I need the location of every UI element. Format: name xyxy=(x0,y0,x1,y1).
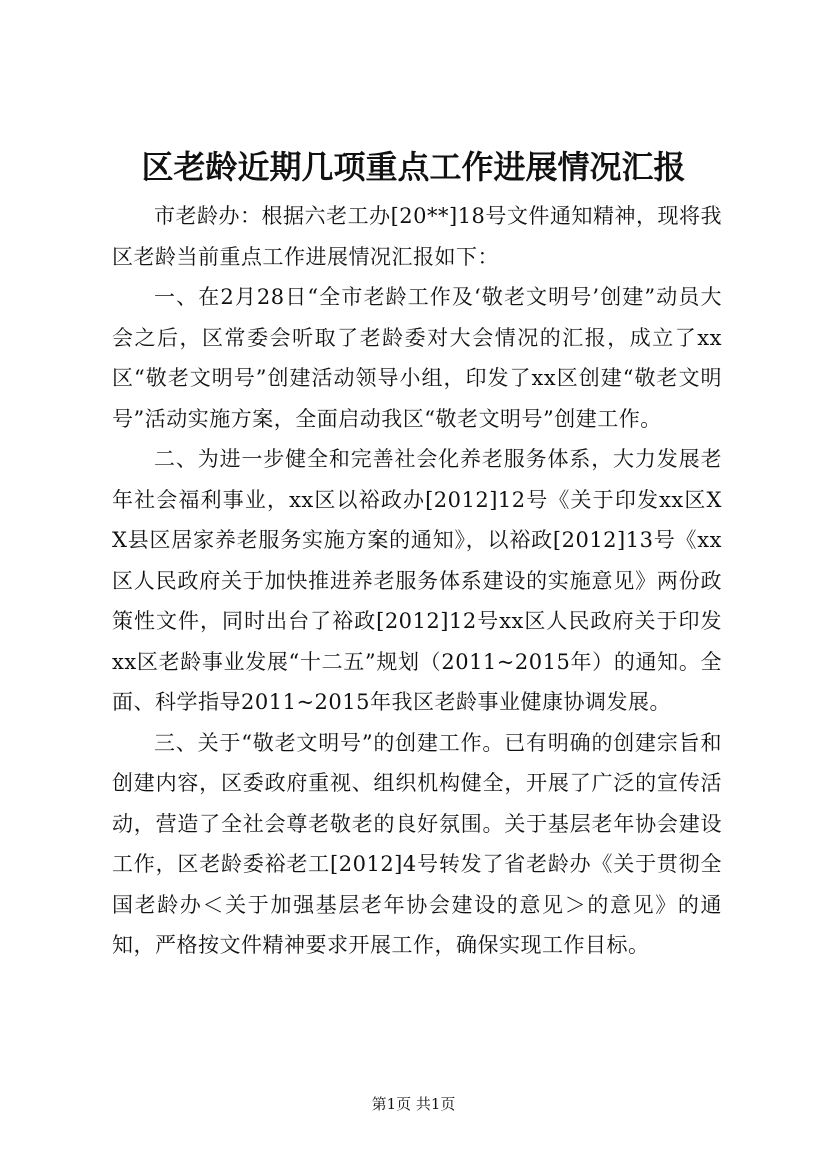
paragraph-item-two: 二、为进一步健全和完善社会化养老服务体系，大力发展老年社会福利事业，xx区以裕政办[2012]12号《关于印发xx区XX县区居家养老服务实施方案的通知》，以裕政[2012]13号《xx区人民政府关于加快推进养老服务体系建设的实施意见》两份政策性文件，同时出台了裕政[2012]12号xx区人民政府关于印发xx区老龄事业发展“十二五”规划（2011~2015年）的通知。全面、科学指导2011~2015年我区老龄事业健康协调发展。 xyxy=(112,447,722,714)
paragraph-item-one: 一、在2月28日“全市老龄工作及‘敬老文明号’创建”动员大会之后，区常委会听取了老龄委对大会情况的汇报，成立了xx区“敬老文明号”创建活动领导小组，印发了xx区创建“敬老文明号”活动实施方案，全面启动我区“敬老文明号”创建工作。 xyxy=(112,285,722,431)
document-title: 区老龄近期几项重点工作进展情况汇报 xyxy=(141,148,686,186)
paragraph-salutation: 市老龄办：根据六老工办[20**]18号文件通知精神，现将我区老龄当前重点工作进展情况汇报如下： xyxy=(112,204,722,269)
paragraph-item-three: 三、关于“敬老文明号”的创建工作。已有明确的创建宗旨和创建内容，区委政府重视、组织机构健全，开展了广泛的宣传活动，营造了全社会尊老敬老的良好氛围。关于基层老年协会建设工作，区老龄委裕老工[2012]4号转发了省老龄办《关于贯彻全国老龄办＜关于加强基层老年协会建设的意见＞的意见》的通知，严格按文件精神要求开展工作，确保实现工作目标。 xyxy=(112,730,722,957)
document-body xyxy=(112,196,722,966)
page-footer: 第1页 共1页 xyxy=(371,1095,456,1113)
